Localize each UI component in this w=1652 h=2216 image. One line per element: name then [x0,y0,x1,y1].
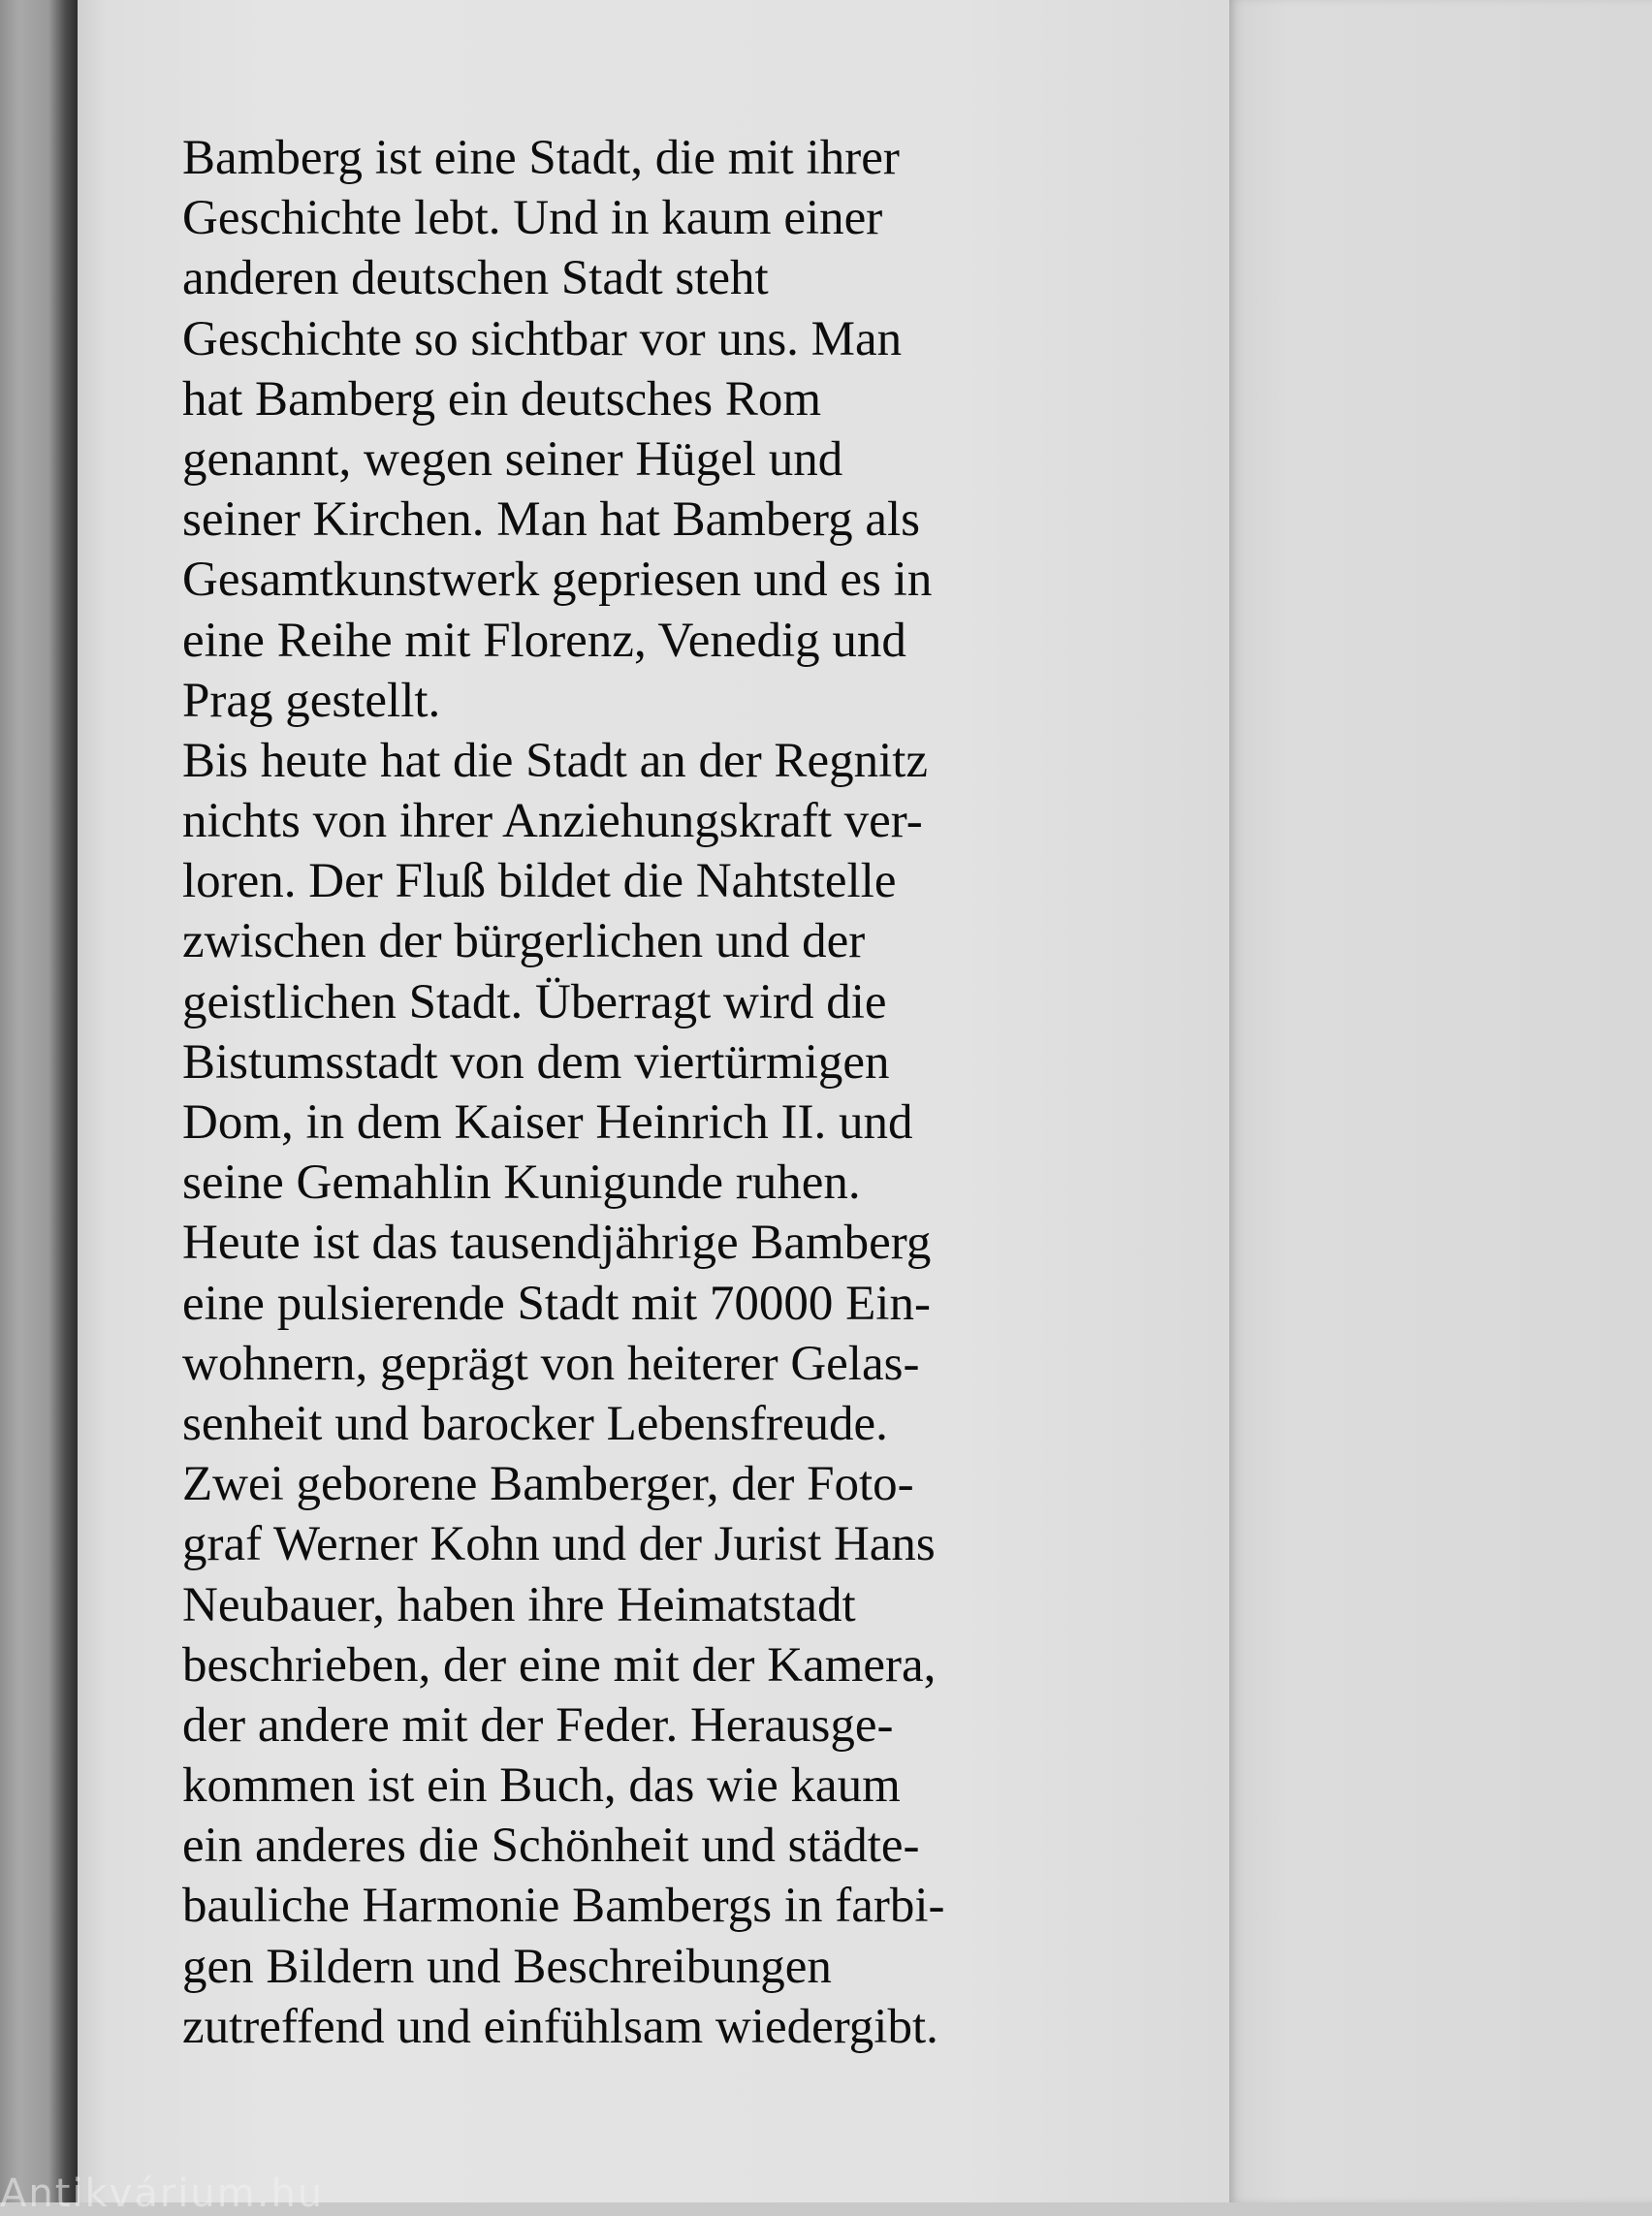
text-line: gen Bildern und Beschreibungen [182,1939,832,1994]
text-line: anderen deutschen Stadt steht [182,251,769,306]
text-line: graf Werner Kohn und der Jurist Hans [182,1517,936,1572]
text-line: genannt, wegen seiner Hügel und [182,431,843,487]
text-line: nichts von ihrer Anziehungskraft ver- [182,794,923,849]
text-line: bauliche Harmonie Bambergs in farbi- [182,1879,945,1934]
underlying-page [1229,0,1652,2202]
text-line: Geschichte so sichtbar vor uns. Man [182,311,903,366]
text-line: geistlichen Stadt. Überragt wird die [182,974,887,1029]
text-line: zutreffend und einfühlsam wiedergibt. [182,1999,938,2054]
text-line: zwischen der bürgerlichen und der [182,914,866,969]
text-line: loren. Der Fluß bildet die Nahtstelle [182,854,897,909]
text-line: senheit und barocker Lebensfreude. [182,1396,888,1451]
text-line: seiner Kirchen. Man hat Bamberg als [182,492,920,548]
text-line: Prag gestellt. [182,673,441,728]
text-line: kommen ist ein Buch, das wie kaum [182,1758,901,1814]
text-line: Heute ist das tausendjährige Bamberg [182,1216,932,1271]
text-line: seine Gemahlin Kunigunde ruhen. [182,1155,861,1211]
text-line: Neubauer, haben ihre Heimatstadt [182,1577,856,1632]
text-line: der andere mit der Feder. Herausge- [182,1697,894,1753]
watermark: Antikvárium.hu [0,2171,325,2216]
paragraph-1 [182,128,1152,731]
text-line: Zwei geborene Bamberger, der Foto- [182,1457,914,1512]
text-line: Bistumsstadt von dem viertürmigen [182,1034,890,1090]
text-line: ein anderes die Schönheit und städte- [182,1819,920,1874]
text-line: hat Bamberg ein deutsches Rom [182,371,822,427]
text-line: Bis heute hat die Stadt an der Regnitz [182,733,929,788]
text-line: wohnern, geprägt von heiterer Gelas- [182,1336,920,1391]
text-line: eine pulsierende Stadt mit 70000 Ein- [182,1276,931,1331]
text-line: Geschichte lebt. Und in kaum einer [182,191,883,246]
text-line: eine Reihe mit Florenz, Venedig und [182,613,906,668]
book-spine-edge [0,0,78,2202]
body-text [182,128,1152,2057]
text-line: Dom, in dem Kaiser Heinrich II. und [182,1095,913,1150]
text-line: beschrieben, der eine mit der Kamera, [182,1637,937,1693]
paragraph-2 [182,731,1152,2057]
text-line: Bamberg ist eine Stadt, die mit ihrer [182,131,900,185]
text-line: Gesamtkunstwerk gepriesen und es in [182,553,933,608]
